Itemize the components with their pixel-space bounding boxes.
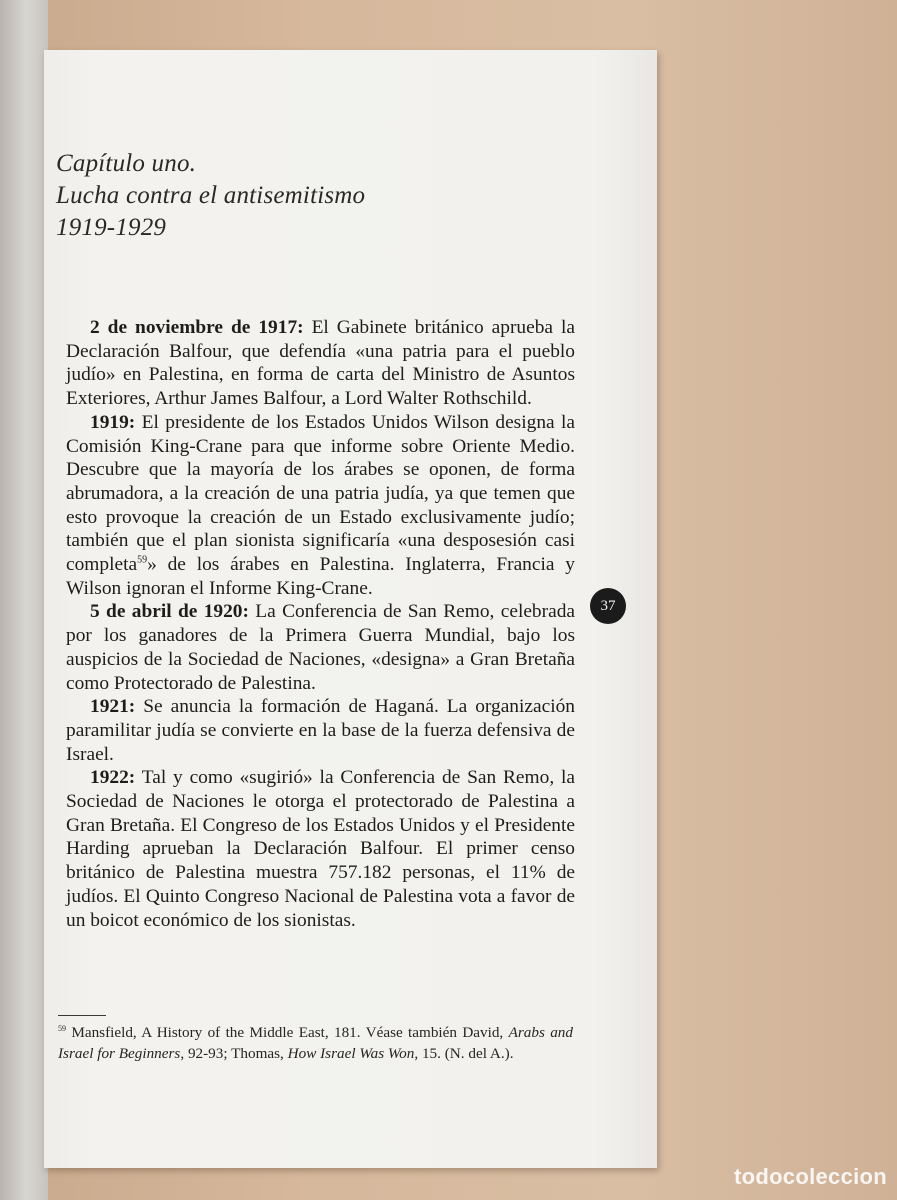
footnote-book-title: Arabs and Israel for Beginners bbox=[58, 1024, 573, 1062]
body-text bbox=[66, 316, 575, 932]
paragraph-1917 bbox=[66, 316, 575, 411]
paragraph-1919 bbox=[66, 411, 575, 601]
footnote-book-title: How Israel Was Won bbox=[287, 1045, 415, 1062]
paragraph-lead-date: 1922: bbox=[90, 767, 136, 789]
chapter-title-line-2: Lucha contra el antisemitismo bbox=[56, 182, 366, 209]
footnote-divider bbox=[58, 1015, 106, 1016]
chapter-title-line-3: 1919-1929 bbox=[56, 214, 167, 241]
paragraph-text: Tal y como «sugirió» la Conferencia de San Remo, la Sociedad de Naciones le otorga el protectorado de Palestina a Gran Bretaña. El Congreso de los Estados Unidos y el Presidente Harding aprueban la Declaración Balfour. El primer censo británico de Palestina muestra 757.182 personas, el 11% de judíos. El Quinto Congreso Nacional de Palestina vota a favor de un boicot económico de los sionistas. bbox=[66, 767, 575, 931]
paragraph-lead-date: 1921: bbox=[90, 696, 136, 718]
footnote-reference: 59 bbox=[137, 554, 148, 566]
footnote-text: , 92-93; Thomas, bbox=[180, 1045, 288, 1062]
chapter-heading bbox=[56, 148, 365, 244]
footnote-text: , 15. (N. del A.). bbox=[414, 1045, 514, 1062]
footnote bbox=[58, 1022, 573, 1064]
watermark-logo: todocoleccion bbox=[733, 1164, 887, 1189]
paragraph-text: El presidente de los Estados Unidos Wilson designa la Comisión King-Crane para que informe sobre Oriente Medio. Descubre que la mayoría de los árabes se oponen, de forma abrumadora, a la creación de una patria judía, ya que temen que esto provoque la creación de un Estado exclusivamente judío; también que el plan sionista significaría «una desposesión casi completa bbox=[66, 411, 575, 576]
paragraph-1921 bbox=[66, 695, 575, 766]
chapter-title-line-1: Capítulo uno. bbox=[56, 150, 197, 177]
paragraph-lead-date: 5 de abril de 1920: bbox=[90, 601, 249, 623]
facing-page-edge bbox=[0, 0, 48, 1200]
footnote-text: Mansfield, A History of the Middle East, 181. Véase también David, bbox=[66, 1024, 509, 1041]
paragraph-text: La Conferencia de San Remo, celebrada por los ganadores de la Primera Guerra Mundial, bajo los auspicios de la Sociedad de Naciones, «designa» a Gran Bretaña como Protectorado de Palestina. bbox=[66, 601, 575, 694]
paragraph-text-continued: » de los árabes en Palestina. Inglaterra, Francia y Wilson ignoran el Informe King-Crane. bbox=[66, 554, 575, 599]
paragraph-lead-date: 2 de noviembre de 1917: bbox=[90, 317, 304, 338]
book-page bbox=[44, 50, 657, 1168]
paragraph-text: Se anuncia la formación de Haganá. La organización paramilitar judía se convierte en la base de la fuerza defensiva de Israel. bbox=[66, 696, 575, 765]
footnote-number: 59 bbox=[58, 1023, 66, 1033]
paragraph-lead-date: 1919: bbox=[90, 411, 136, 433]
paragraph-1920 bbox=[66, 600, 575, 695]
page-number-badge: 37 bbox=[590, 588, 626, 624]
paragraph-1922 bbox=[66, 766, 575, 932]
paragraph-text: El Gabinete británico aprueba la Declaración Balfour, que defendía «una patria para el pueblo judío» en Palestina, en forma de carta del Ministro de Asuntos Exteriores, Arthur James Balfour, a Lord Walter Rothschild. bbox=[66, 317, 576, 410]
